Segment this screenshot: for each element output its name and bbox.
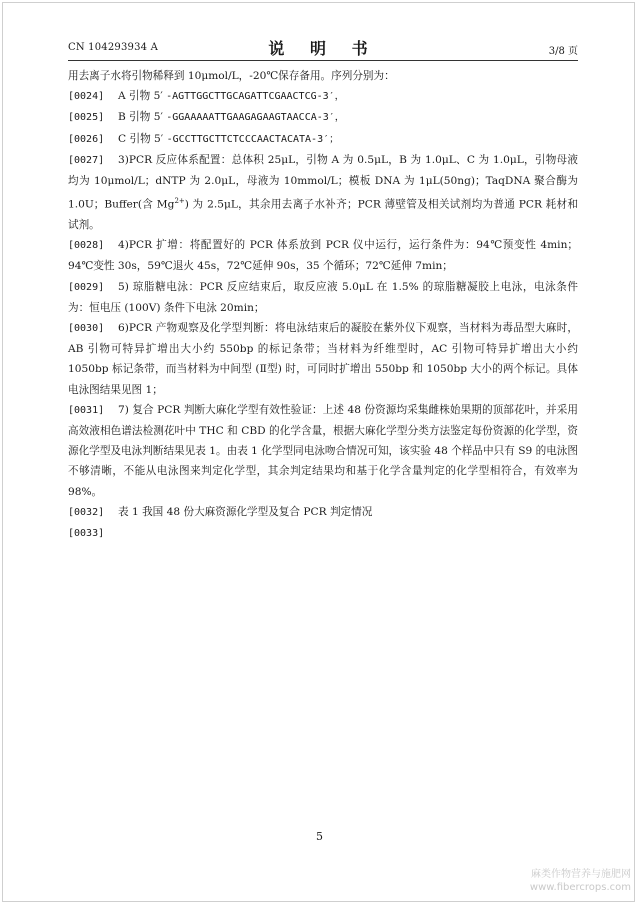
paragraph-0025 — [68, 107, 578, 128]
watermark-url: www.fibercrops.com — [529, 882, 631, 893]
watermark — [530, 868, 631, 894]
paragraph-0027 — [68, 150, 578, 235]
primer-label: B 引物 5′ — [118, 111, 163, 124]
primer-label: A 引物 5′ — [118, 90, 163, 103]
paragraph-text: 3)PCR 反应体系配置：总体积 25μL，引物 A 为 0.5μL，B 为 1.0μL、C 为 1.0μL，引物母液均为 10μmol/L；dNTP 为 2.0μL，母液为 10mmol/L；模板 DNA 为 1μL(50ng)；TaqDNA 聚合酶为 1.0U；Buffer(含 Mg — [68, 153, 578, 211]
document-body — [68, 66, 578, 544]
table-caption: 表 1 我国 48 份大麻资源化学型及复合 PCR 判定情况 — [118, 505, 373, 518]
intro-line: 用去离子水将引物稀释到 10μmol/L，-20℃保存备用。序列分别为： — [68, 70, 395, 82]
page-header — [68, 36, 578, 58]
page-title: 说 明 书 — [268, 39, 378, 58]
paragraph-0024 — [68, 86, 578, 107]
paragraph-number: [0026] — [68, 133, 105, 145]
paragraph-text-cont: ) 为 2.5μL，其余用去离子水补齐；PCR 薄壁管及相关试剂均为普通 PCR 耗材和试剂。 — [68, 198, 578, 231]
paragraph-number: [0027] — [68, 154, 105, 166]
primer-sequence: -GCCTTGCTTCTCCCAACTACATA-3′； — [166, 133, 340, 145]
paragraph-0030 — [68, 318, 578, 400]
paragraph-number: [0025] — [68, 112, 105, 124]
paragraph-number: [0031] — [68, 404, 105, 416]
paragraph-0031 — [68, 400, 578, 502]
paragraph-text: 6)PCR 产物观察及化学型判断：将电泳结束后的凝胶在紫外仪下观察，当材料为毒品型大麻时，AB 引物可特异扩增出大小约 550bp 的标记条带；当材料为纤维型时，AC 引物可特异扩增出大小约 1050bp 标记条带，而当材料为中间型 (Ⅱ型) 时，可同时扩增出 550bp 和 1050bp 大小的两个标记。具体电泳图结果见图 1； — [68, 321, 578, 396]
header-divider — [68, 60, 578, 61]
paragraph-0028 — [68, 235, 578, 276]
paragraph-text: 7) 复合 PCR 判断大麻化学型有效性验证：上述 48 份资源均采集雌株始果期的顶部花叶，并采用高效液相色谱法检测花叶中 THC 和 CBD 的化学含量，根据大麻化学型分类方法鉴定每份资源的化学型，资源化学型及电泳判断结果见表 1。由表 1 化学型同电泳吻合情况可知，该实验 48 个样品中只有 S9 的电泳图不够清晰，不能从电泳图来判定化学型，其余判定结果均和基于化学含量判定的化学型相符合，有效率为 98%。 — [68, 403, 578, 498]
paragraph-0033 — [68, 523, 578, 544]
paragraph-number: [0032] — [68, 506, 105, 518]
paragraph-0032 — [68, 502, 578, 523]
paragraph-number: [0024] — [68, 91, 105, 103]
superscript: 2+ — [174, 197, 185, 206]
paragraph-number: [0030] — [68, 322, 105, 334]
primer-label: C 引物 5′ — [118, 132, 164, 145]
primer-sequence: -GGAAAAATTGAAGAGAAGTAACCA-3′， — [166, 112, 345, 124]
patent-number: CN 104293934 A — [68, 42, 159, 53]
page-number: 5 — [316, 830, 323, 843]
paragraph-0026 — [68, 129, 578, 150]
paragraph-number: [0033] — [68, 528, 105, 539]
paragraph-number: [0028] — [68, 240, 105, 252]
page-counter: 3/8 页 — [548, 46, 578, 57]
paragraph-number: [0029] — [68, 281, 105, 293]
paragraph-text: 4)PCR 扩增：将配置好的 PCR 体系放到 PCR 仪中运行，运行条件为：94℃预变性 4min；94℃变性 30s，59℃退火 45s，72℃延伸 90s，35 个循环；72℃延伸 7min； — [68, 239, 578, 273]
paragraph-0029 — [68, 277, 578, 318]
watermark-title: 麻类作物营养与施肥网 — [531, 869, 631, 880]
primer-sequence: -AGTTGGCTTGCAGATTCGAACTCG-3′， — [166, 91, 345, 103]
paragraph-text: 5) 琼脂糖电泳：PCR 反应结束后，取反应液 5.0μL 在 1.5% 的琼脂糖凝胶上电泳，电泳条件为：恒电压 (100V) 条件下电泳 20min； — [68, 280, 578, 314]
